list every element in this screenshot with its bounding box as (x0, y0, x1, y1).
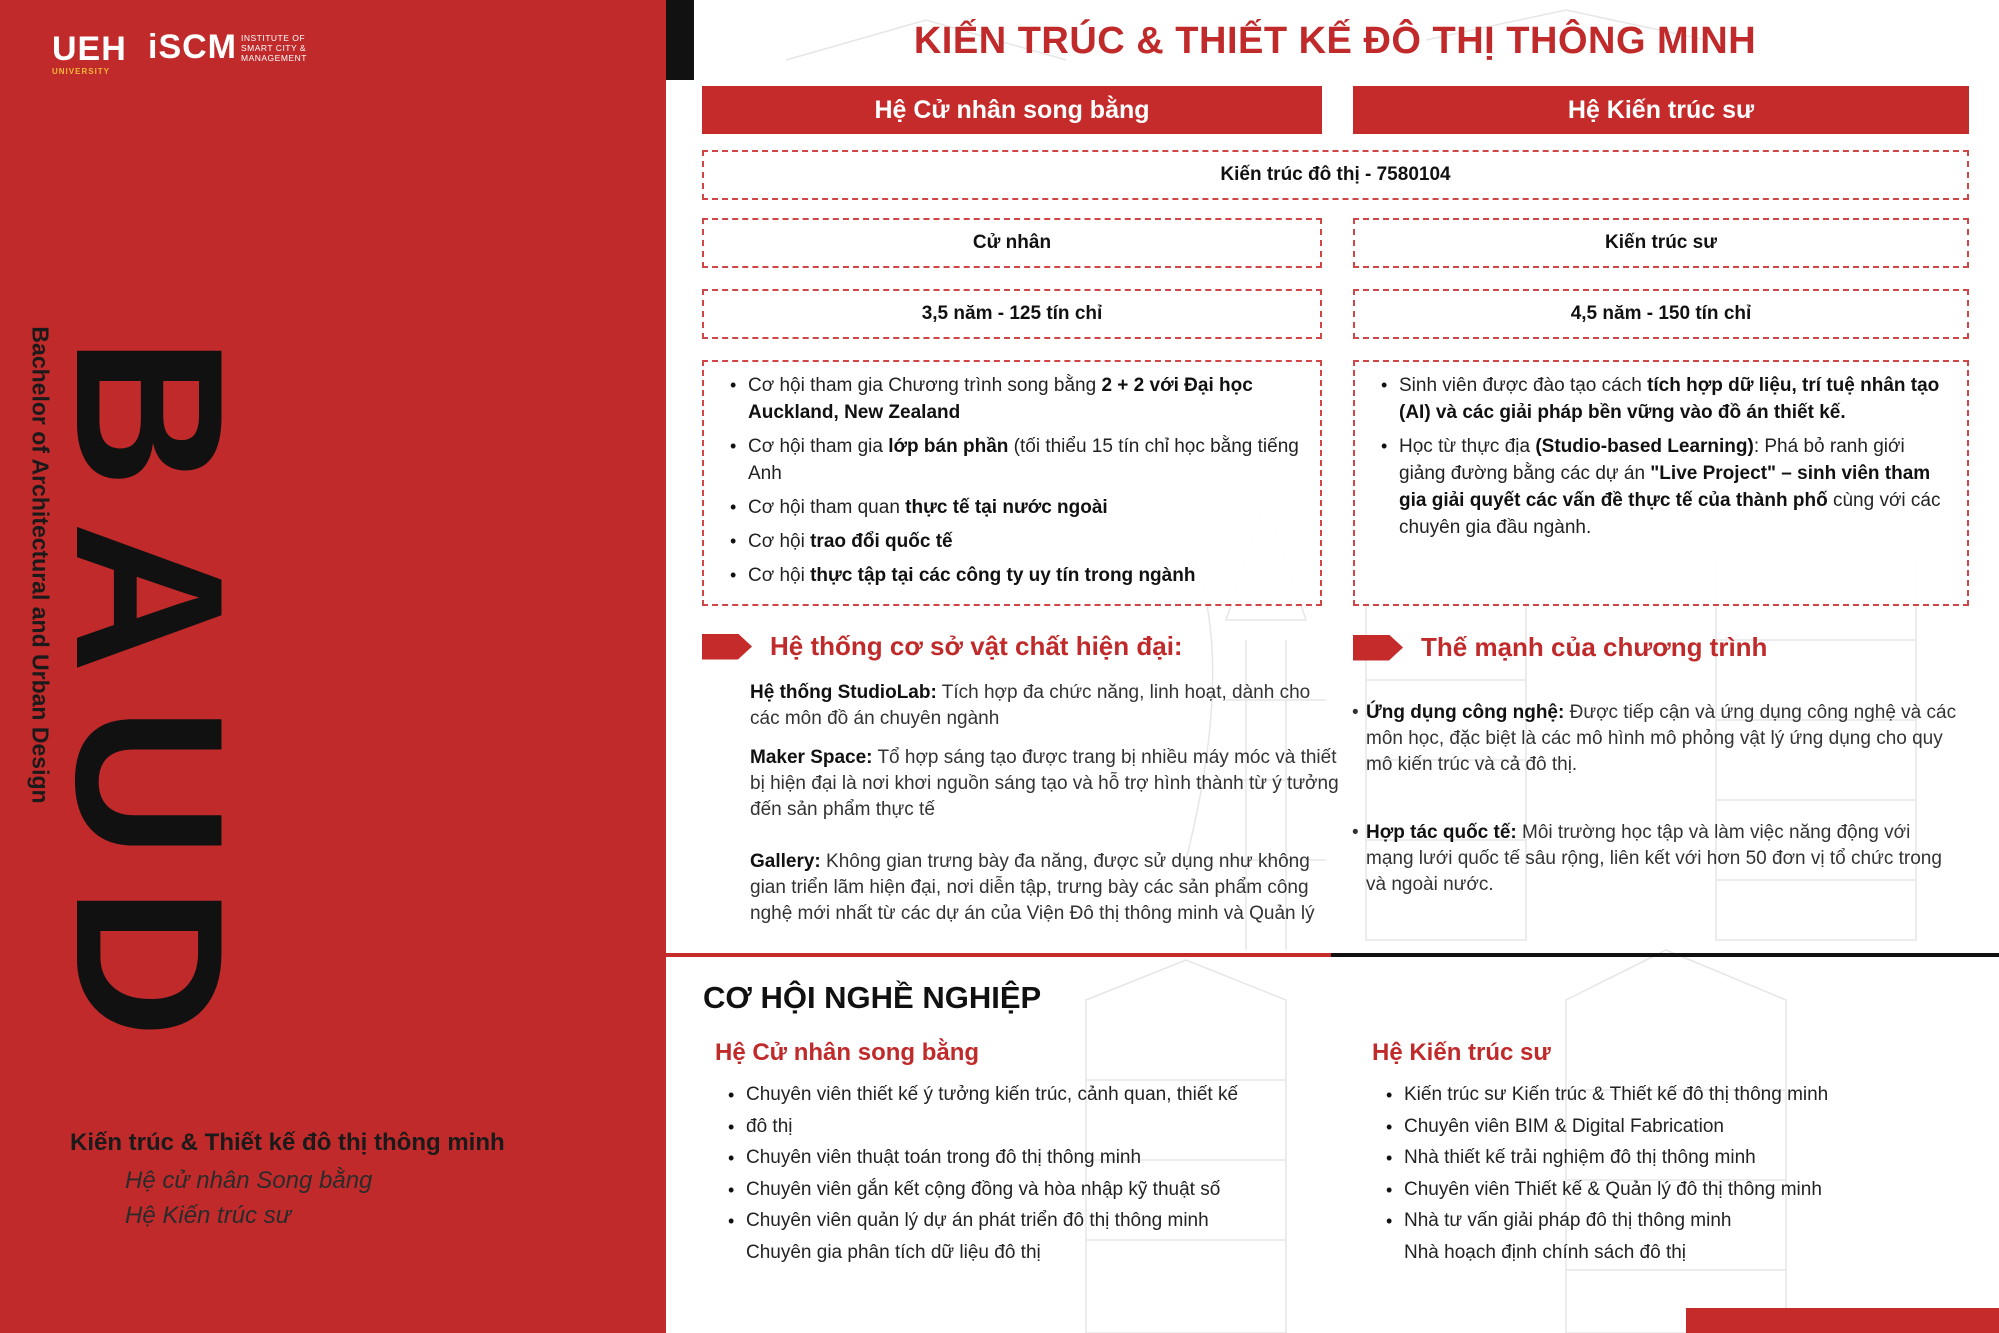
list-item: • Sinh viên được đào tạo cách tích hợp dữ liệu, trí tuệ nhân tạo (AI) và các giải pháp bền vững vào đồ án thiết kế. (1367, 372, 1951, 426)
facility-studiolab: Hệ thống StudioLab: Tích hợp đa chức năng, linh hoạt, dành cho các môn đồ án chuyên ngành (750, 682, 1311, 729)
baud-letter-d: D (32, 886, 267, 1039)
header-dual-degree: Hệ Cử nhân song bằng (702, 86, 1322, 134)
list-item: • Cơ hội tham gia Chương trình song bằng 2 + 2 với Đại học Auckland, New Zealand (716, 372, 1306, 426)
list-item: • Cơ hội thực tập tại các công ty uy tín trong ngành (716, 562, 1306, 589)
vertical-program-name: Bachelor of Architectural and Urban Design (27, 326, 54, 804)
list-item: • Chuyên viên quản lý dự án phát triển đô thị thông minh (714, 1209, 1334, 1233)
benefits-list-bachelor (716, 372, 1306, 589)
duration-architect: 4,5 năm - 150 tín chỉ (1570, 303, 1752, 324)
careers-dual-heading: Hệ Cử nhân song bằng (715, 1039, 980, 1066)
baud-letter-b: B (32, 336, 267, 489)
bullet-icon: • (1352, 702, 1359, 723)
strength-international: • Hợp tác quốc tế: Môi trường học tập và làm việc năng động với mạng lưới quốc tế sâu rộng, liên kết với hơn 50 đơn vị tổ chức trong và ngoài nước. (1352, 822, 1942, 895)
list-item: • Chuyên viên BIM & Digital Fabrication (1372, 1115, 1972, 1139)
left-program-title: Kiến trúc & Thiết kế đô thị thông minh (70, 1129, 505, 1156)
left-track-dual: Hệ cử nhân Song bằng (125, 1167, 373, 1194)
list-item: • Cơ hội trao đổi quốc tế (716, 528, 1306, 555)
program-code: Kiến trúc đô thị - 7580104 (1220, 164, 1451, 185)
careers-title: CƠ HỘI NGHỀ NGHIỆP (703, 980, 1042, 1015)
benefits-list-architect (1367, 372, 1951, 541)
baud-letter-u: U (32, 706, 267, 859)
iscm-subtitle: INSTITUTE OF SMART CITY & MANAGEMENT (241, 32, 307, 63)
degree-architect: Kiến trúc sư (1605, 232, 1717, 253)
facilities-heading: Hệ thống cơ sở vật chất hiện đại: (702, 631, 1183, 662)
left-track-architect: Hệ Kiến trúc sư (125, 1202, 291, 1229)
baud-letter-a: A (32, 521, 267, 674)
list-item: • Cơ hội tham gia lớp bán phần (tối thiểu 15 tín chỉ học bằng tiếng Anh (716, 433, 1306, 487)
degree-bachelor: Cử nhân (972, 232, 1052, 253)
list-item: Nhà hoạch định chính sách đô thị (1404, 1241, 1687, 1263)
list-item: Chuyên gia phân tích dữ liệu đô thị (746, 1241, 1041, 1263)
careers-architect-list (1372, 1083, 1972, 1272)
left-panel (0, 0, 666, 1333)
list-item: • Chuyên viên thiết kế ý tưởng kiến trúc, cảnh quan, thiết kế (714, 1083, 1334, 1107)
list-item: • Chuyên viên thuật toán trong đô thị thông minh (714, 1146, 1334, 1170)
list-item: • đô thị (714, 1115, 1334, 1139)
arrow-icon (702, 634, 752, 660)
careers-dual-list (714, 1083, 1334, 1272)
list-item: • Chuyên viên gắn kết cộng đồng và hòa nhập kỹ thuật số (714, 1178, 1334, 1202)
strengths-heading: Thế mạnh của chương trình (1353, 632, 1767, 663)
list-item: • Nhà thiết kế trải nghiệm đô thị thông minh (1372, 1146, 1972, 1170)
degree-box-bachelor (702, 218, 1322, 268)
list-item: • Kiến trúc sư Kiến trúc & Thiết kế đô thị thông minh (1372, 1083, 1972, 1107)
bullet-icon: • (1352, 822, 1359, 843)
list-item: • Cơ hội tham quan thực tế tại nước ngoài (716, 494, 1306, 521)
benefits-box-architect (1353, 360, 1969, 606)
benefits-box-bachelor (702, 360, 1322, 606)
list-item: • Chuyên viên Thiết kế & Quản lý đô thị thông minh (1372, 1178, 1972, 1202)
page-title: KIẾN TRÚC & THIẾT KẾ ĐÔ THỊ THÔNG MINH (913, 20, 1757, 62)
careers-architect-heading: Hệ Kiến trúc sư (1372, 1039, 1551, 1066)
facility-gallery: Gallery: Không gian trưng bày đa năng, được sử dụng như không gian triển lãm hiện đại, nơi diễn tập, trưng bày các sản phẩm công nghệ mới nhất từ các dự án của Viện Đô thị thông minh và Quản lý (750, 851, 1315, 924)
section-divider-red (666, 953, 1331, 957)
top-black-strip (666, 0, 694, 80)
program-code-box (702, 150, 1969, 200)
corner-accent-bar (1686, 1308, 1999, 1333)
list-item: • Học từ thực địa (Studio-based Learning): Phá bỏ ranh giới giảng đường bằng các dự án "Live Project" – sinh viên tham gia giải quyết các vấn đề thực tế của thành phố cùng với các chuyên gia đầu ngành. (1367, 433, 1951, 541)
duration-box-bachelor (702, 289, 1322, 339)
header-architect: Hệ Kiến trúc sư (1353, 86, 1969, 134)
ueh-logo: UEH UNIVERSITY (52, 30, 127, 76)
list-item: • Nhà tư vấn giải pháp đô thị thông minh (1372, 1209, 1972, 1233)
arrow-icon (1353, 635, 1403, 661)
facility-makerspace: Maker Space: Tổ hợp sáng tạo được trang bị nhiều máy móc và thiết bị hiện đại là nơi khơi nguồn sáng tạo và hỗ trợ hình thành từ ý tưởng đến sản phẩm thực tế (750, 747, 1339, 820)
strength-technology: • Ứng dụng công nghệ: Được tiếp cận và ứng dụng công nghệ và các môn học, đặc biệt là các mô hình mô phỏng vật lý ứng dụng cho quy mô kiến trúc và cả đô thị. (1352, 702, 1957, 775)
degree-box-architect (1353, 218, 1969, 268)
iscm-logo: iSCM INSTITUTE OF SMART CITY & MANAGEMENT (148, 28, 317, 67)
duration-bachelor: 3,5 năm - 125 tín chỉ (921, 303, 1103, 324)
section-divider-black (1331, 953, 1999, 957)
duration-box-architect (1353, 289, 1969, 339)
